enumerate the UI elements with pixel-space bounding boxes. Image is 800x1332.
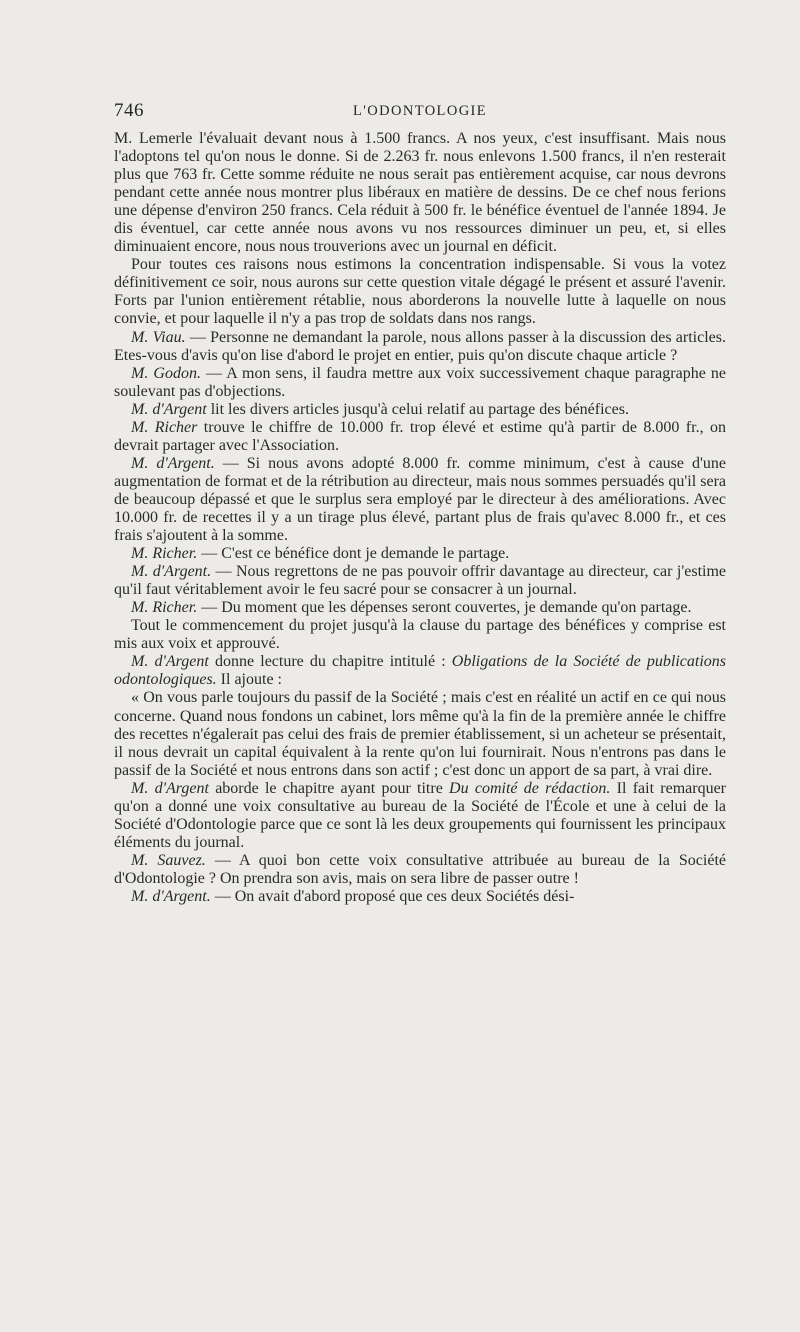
paragraph [114,256,726,328]
paragraph [114,780,726,852]
page-number: 746 [114,100,144,121]
paragraph [114,617,726,653]
text-run: aborde le chapitre ayant pour titre [208,779,450,797]
text-run: Il fait remarquer qu'on a donné une voix consultative au bureau de la Société de l'École et une à celui de la Société d'Odontologie parce que ce sont là les deux groupements qui fournissent les principaux éléments du journal. [114,779,726,851]
paragraph [114,419,726,455]
paragraph [114,455,726,545]
text-run: trouve le chiffre de 10.000 fr. trop élevé et estime qu'à partir de 8.000 fr., on devrait partager avec l'Association. [114,418,726,454]
italic-text-run: M. Richer. [131,545,198,563]
paragraph [114,653,726,689]
text-run: Il ajoute : [216,671,282,689]
paragraph [114,563,726,599]
text-run: donne lecture du chapitre intitulé : [208,653,452,671]
italic-text-run: M. Godon. [131,364,201,382]
italic-text-run: M. d'Argent [131,653,209,671]
text-run: — On avait d'abord proposé que ces deux Sociétés dési- [210,887,575,905]
paragraph [114,130,726,256]
page-header [114,100,726,126]
italic-text-run: M. d'Argent [131,779,209,797]
text-run: — Du moment que les dépenses seront couvertes, je demande qu'on partage. [197,599,692,617]
italic-text-run: M. d'Argent. [131,454,215,472]
italic-text-run: Obligations de la Société de publications odontologiques. [114,653,727,689]
text-run: — A quoi bon cette voix consultative attribuée au bureau de la Société d'Odontologie ? On prendra son avis, mais on sera libre de passer outre ! [114,851,726,887]
italic-text-run: M. d'Argent. [131,563,212,581]
text-run: — C'est ce bénéfice dont je demande le partage. [197,545,510,563]
italic-text-run: Du comité de rédaction. [449,779,611,797]
italic-text-run: M. Richer [131,418,198,436]
paragraph [114,689,726,779]
running-title: L'ODONTOLOGIE [352,103,488,119]
text-run: M. Lemerle l'évaluait devant nous à 1.500 francs. A nos yeux, c'est insuffisant. Mais nous l'adoptons tel qu'on nous le donne. Si de 2.263 fr. nous enlevons 1.500 francs, il n'en resterait plus que 763 fr. Cette somme réduite ne nous serait pas entièrement acquise, car nous devrons pendant cette année nous montrer plus libéraux en matière de dessins. De ce chef nous ferions une dépense d'environ 250 francs. Cela réduit à 500 fr. le bénéfice éventuel de l'année 1894. Je dis éventuel, car cette année nous avons vu nos ressources diminuer un peu, et, si elles diminuaient encore, nous nous trouverions avec un journal en déficit. [114,130,726,256]
text-run: — Si nous avons adopté 8.000 fr. comme minimum, c'est à cause d'une augmentation de format et de la rétribution au directeur, mais nous sommes persuadés qu'il sera de beaucoup dépassé et que le surplus sera employé par le directeur à des améliorations. Avec 10.000 fr. de recettes il y a un tirage plus élevé, partant plus de frais qu'avec 8.000 fr., et ces frais s'ajoutent à la somme. [114,454,727,545]
italic-text-run: M. Richer. [131,599,198,617]
paragraph [114,401,726,419]
italic-text-run: M. d'Argent. [131,887,211,905]
text-run: — A mon sens, il faudra mettre aux voix successivement chaque paragraphe ne soulevant pas d'objections. [114,364,726,400]
paragraph [114,545,726,563]
italic-text-run: M. d'Argent [131,400,207,418]
paragraph [114,329,726,365]
text-run: Pour toutes ces raisons nous estimons la concentration indispensable. Si vous la votez définitivement ce soir, nous aurons sur cette question vitale dégagé le présent et assuré l'avenir. Forts par l'union entièrement rétablie, nous aborderons la nouvelle lutte à laquelle on nous convie, et pour laquelle il n'y a pas trop de soldats dans nos rangs. [114,256,726,328]
paragraph [114,888,726,906]
text-run: — Nous regrettons de ne pas pouvoir offrir davantage au directeur, car j'estime qu'il faut véritablement avoir le feu sacré pour se consacrer à un journal. [114,563,727,599]
text-run: Tout le commencement du projet jusqu'à la clause du partage des bénéfices y comprise est mis aux voix et approuvé. [114,617,726,653]
italic-text-run: M. Viau. [131,328,186,346]
text-run: « On vous parle toujours du passif de la Société ; mais c'est en réalité un actif en ce qui nous concerne. Quand nous fondons un cabinet, lors même qu'à la fin de la première année le chiffre des recettes n'égalerait pas celui des frais de premier établissement, si un acheteur se présentait, il nous devrait un capital équivalent à la rente qu'on lui fournirait. Nous n'entrons pas dans le passif de la Société et nous entrons dans son actif ; c'est donc un apport de sa part, à vrai dire. [114,689,726,779]
paragraph [114,852,726,888]
body-text [114,130,726,906]
paragraph [114,599,726,617]
text-run: lit les divers articles jusqu'à celui relatif au partage des bénéfices. [206,400,629,418]
text-run: — Personne ne demandant la parole, nous allons passer à la discussion des articles. Etes-vous d'avis qu'on lise d'abord le projet en entier, puis qu'on discute chaque article ? [114,328,727,364]
paragraph [114,365,726,401]
italic-text-run: M. Sauvez. [131,851,206,869]
